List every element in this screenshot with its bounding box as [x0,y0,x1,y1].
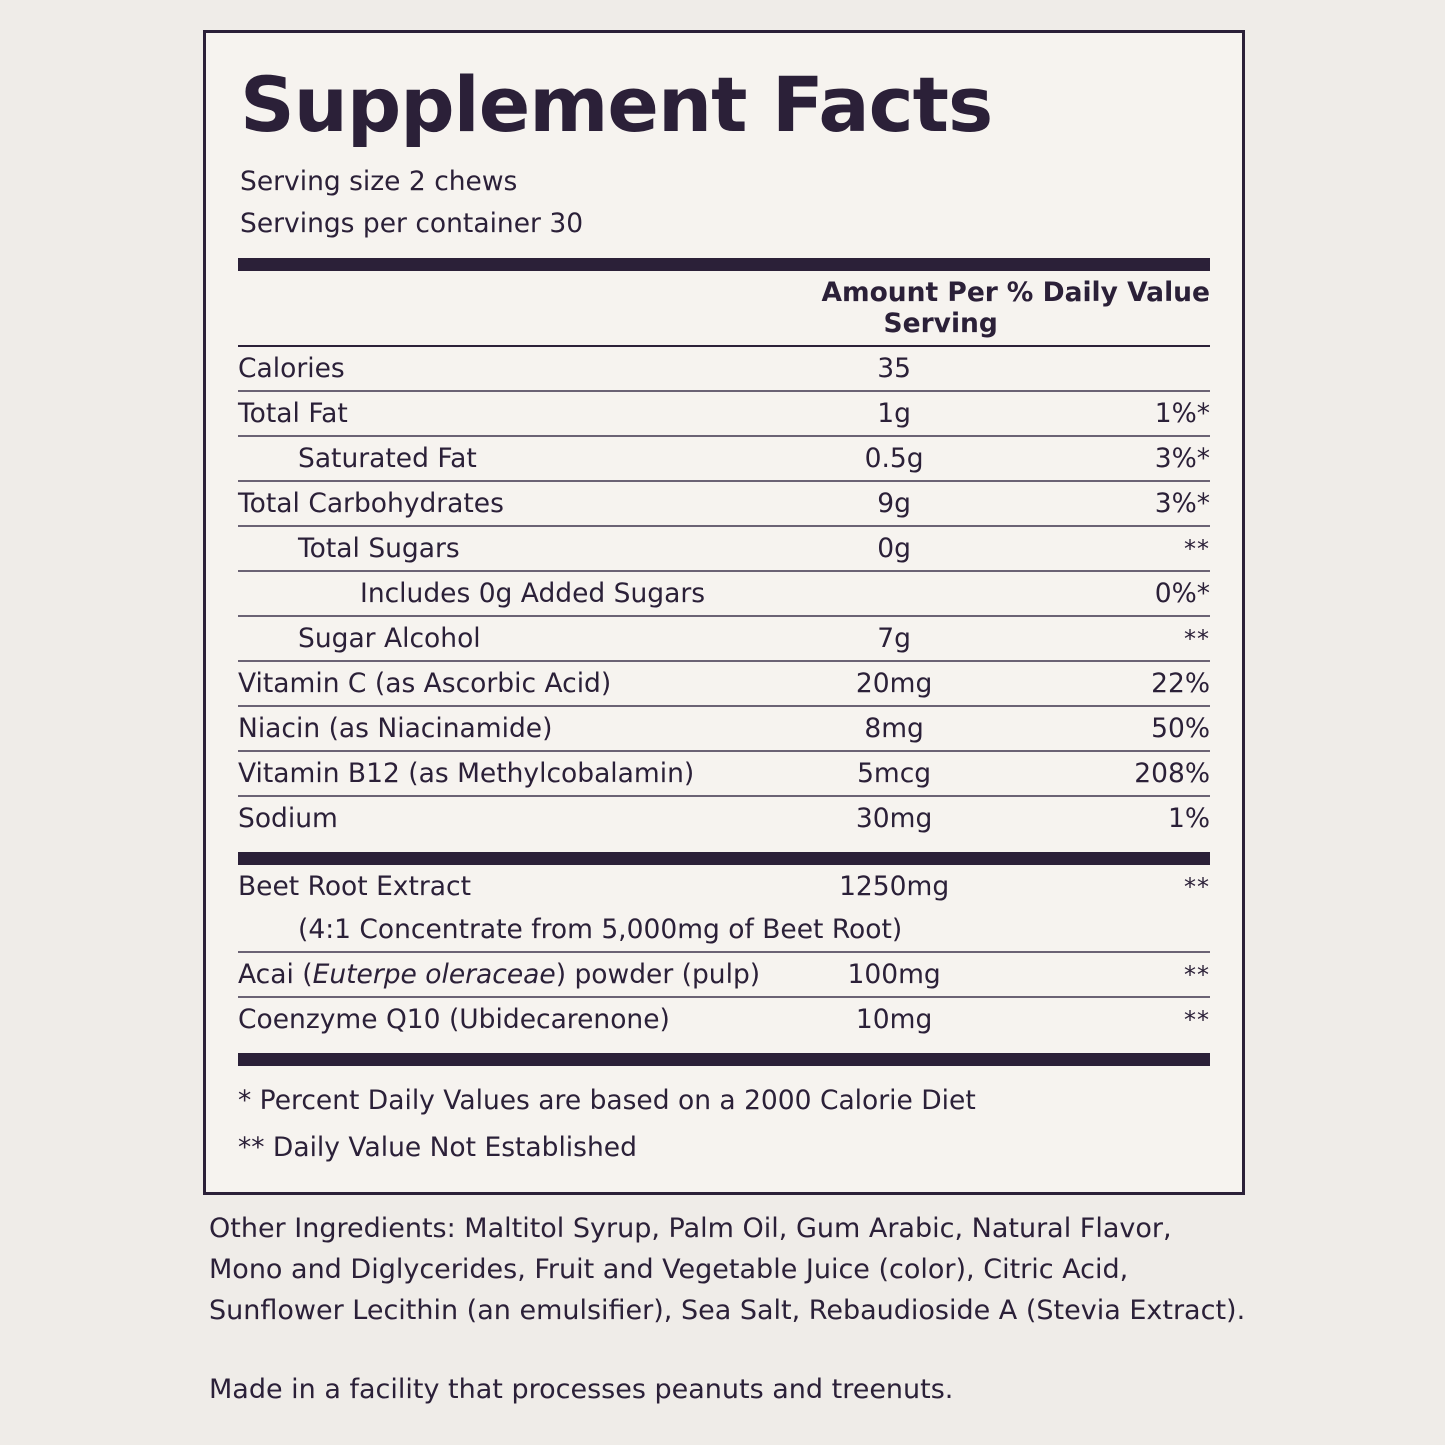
table-row [238,347,1210,391]
column-header-daily-value: % Daily Value [1006,276,1210,308]
table-row [238,481,1210,526]
ingredient-daily-value: ** [1006,952,1210,997]
nutrient-daily-value: ** [1006,616,1210,661]
table-row-note [238,908,1210,952]
nutrient-amount: 9g [782,481,1006,526]
table-row [238,706,1210,751]
nutrient-daily-value: 0%* [1006,571,1210,616]
allergen-statement: Made in a facility that processes peanuts and treenuts. [209,1374,954,1406]
table-row [238,661,1210,706]
nutrient-name: Includes 0g Added Sugars [238,571,782,616]
nutrient-daily-value: 50% [1006,706,1210,751]
table-row [238,952,1210,997]
footnote-daily-value-not-established: ** Daily Value Not Established [238,1132,637,1164]
nutrient-daily-value: 208% [1006,751,1210,796]
page-title: Supplement Facts [240,60,993,149]
table-row [238,997,1210,1041]
ingredient-name-latin: Euterpe oleraceae [312,959,556,991]
nutrient-daily-value: 1%* [1006,391,1210,436]
table-row [238,865,1210,908]
other-ingredients-section [209,1208,1269,1410]
nutrient-amount: 1g [782,391,1006,436]
nutrient-name: Calories [238,347,782,391]
other-ingredients-line-3: Sunflower Lecithin (an emulsifier), Sea Salt, Rebaudioside A (Stevia Extract). [209,1295,1246,1327]
nutrient-daily-value: 1% [1167,803,1210,835]
divider-thick-top [238,258,1210,271]
nutrition-header-table [238,271,1210,345]
nutrient-daily-value: 22% [1006,661,1210,706]
servings-per-container: Servings per container 30 [240,208,584,240]
table-row [238,436,1210,481]
nutrient-daily-value: 3%* [1006,481,1210,526]
ingredient-amount: 1250mg [839,871,950,903]
ingredient-daily-value: ** [1184,873,1210,902]
nutrient-amount [782,571,1006,616]
nutrient-amount: 5mcg [782,751,1006,796]
ingredient-daily-value: ** [1184,1006,1210,1035]
table-header-row [238,271,1210,345]
nutrient-name: Total Carbohydrates [238,481,782,526]
divider-thick-middle [238,852,1210,865]
ingredient-amount: 10mg [855,1004,933,1036]
ingredient-note: (4:1 Concentrate from 5,000mg of Beet Root) [238,908,1210,952]
ingredient-name: Coenzyme Q10 (Ubidecarenone) [238,1004,670,1036]
table-row [238,796,1210,840]
other-ingredients-line-2: Mono and Diglycerides, Fruit and Vegetable Juice (color), Citric Acid, [209,1254,1129,1286]
blend-table [238,865,1210,1041]
nutrient-name: Sodium [238,803,338,835]
nutrient-name: Total Fat [238,391,782,436]
ingredient-name-post: ) powder (pulp) [555,959,761,991]
supplement-facts-panel [203,30,1245,1195]
nutrient-name: Sugar Alcohol [238,616,782,661]
nutrient-name: Saturated Fat [238,436,782,481]
nutrient-amount: 35 [782,347,1006,391]
nutrient-daily-value: 3%* [1006,436,1210,481]
table-row [238,391,1210,436]
column-header-amount: Amount Per Serving [821,276,998,339]
nutrient-amount: 0g [782,526,1006,571]
divider-thick-bottom [238,1053,1210,1066]
nutrition-table [238,347,1210,840]
table-row [238,751,1210,796]
other-ingredients-line-1: Other Ingredients: Maltitol Syrup, Palm Oil, Gum Arabic, Natural Flavor, [209,1213,1172,1244]
ingredient-name [238,952,782,997]
header-spacer [238,271,782,345]
nutrient-name: Niacin (as Niacinamide) [238,706,782,751]
nutrient-name: Total Sugars [238,526,782,571]
table-row [238,571,1210,616]
nutrient-amount: 0.5g [782,436,1006,481]
nutrient-daily-value [1006,347,1210,391]
nutrient-amount: 7g [782,616,1006,661]
nutrient-amount: 8mg [782,706,1006,751]
nutrient-amount: 20mg [782,661,1006,706]
ingredient-name-pre: Acai ( [238,959,313,991]
serving-size: Serving size 2 chews [240,166,518,197]
nutrient-amount: 30mg [855,803,933,835]
nutrient-name: Vitamin B12 (as Methylcobalamin) [238,751,782,796]
nutrient-daily-value: ** [1006,526,1210,571]
footnote-percent-daily-value: * Percent Daily Values are based on a 2000 Calorie Diet [238,1085,976,1117]
table-row [238,616,1210,661]
table-row [238,526,1210,571]
ingredient-name: Beet Root Extract [238,871,471,903]
ingredient-amount: 100mg [782,952,1006,997]
nutrient-name: Vitamin C (as Ascorbic Acid) [238,661,782,706]
